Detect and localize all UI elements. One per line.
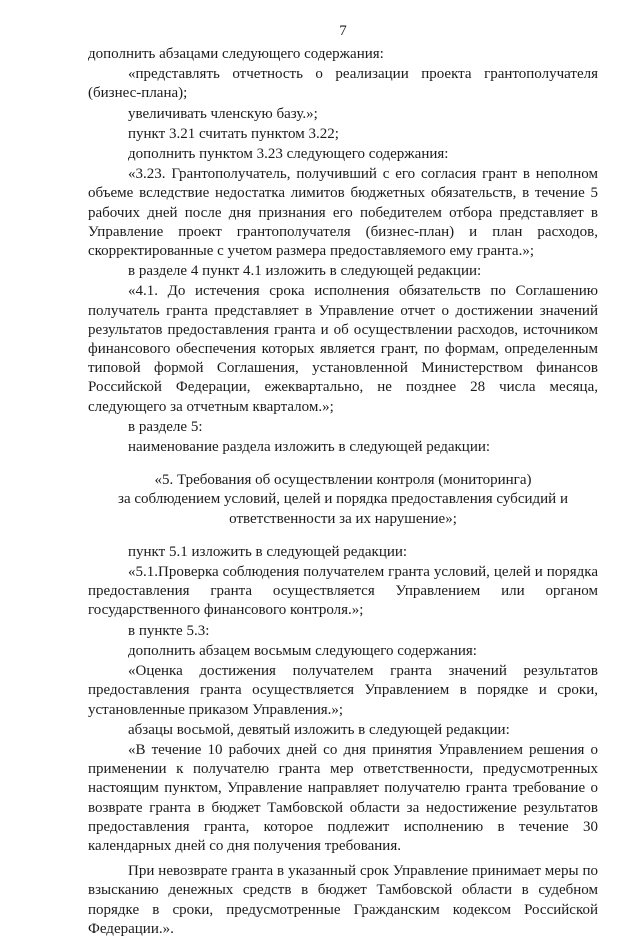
paragraph: дополнить абзацем восьмым следующего содержания:: [128, 642, 477, 659]
page-number: 7: [339, 23, 347, 39]
paragraph: увеличивать членскую базу.»;: [128, 105, 318, 122]
paragraph: пункт 5.1 изложить в следующей редакции:: [128, 543, 408, 560]
section-heading-line: «5. Требования об осуществлении контроля (мониторинга): [154, 472, 532, 489]
paragraph: абзацы восьмой, девятый изложить в следующей редакции:: [128, 721, 510, 738]
paragraph: «В течение 10 рабочих дней со дня принятия Управлением решения о применении к получателю гранта мер ответственности, предусмотренных настоящим пунктом, Управление направляет получателю гранта требование о возврате гранта в бюджет Тамбовской области за недостижение результатов предоставления гранта, которое подлежит исполнению в течение 30 календарных дней со дня получения требования.: [88, 741, 598, 854]
paragraph: «3.23. Грантополучатель, получивший с его согласия грант в неполном объеме вследствие недостатка лимитов бюджетных обязательств, в течение 5 рабочих дней после дня признания его победителем отбора представляет в Управление проект грантополучателя (бизнес-план) и план расходов, скорректированные с учетом размера предоставляемого ему гранта.»;: [88, 166, 598, 260]
paragraph: наименование раздела изложить в следующей редакции:: [128, 439, 491, 456]
section-heading-line: ответственности за их нарушение»;: [229, 510, 457, 527]
section-heading-line: за соблюдением условий, целей и порядка предоставления субсидий и: [118, 491, 568, 508]
paragraph: «4.1. До истечения срока исполнения обязательств по Соглашению получатель гранта представляет в Управление отчет о достижении значений результатов предоставления гранта и об осуществлении расходов, источником финансового обеспечения которых является грант, по формам, определенным типовой формой Соглашения, установленной Министерством финансов Российской Федерации, ежеквартально, не позднее 28 числа месяца, следующего за отчетным кварталом.»;: [88, 283, 598, 415]
paragraph: При невозврате гранта в указанный срок Управление принимает меры по взысканию денежных средств в бюджет Тамбовской области в судебном порядке в сроки, предусмотренные Гражданским кодексом Российской Федерации.».: [88, 863, 598, 937]
paragraph: «представлять отчетность о реализации проекта грантополучателя (бизнес-плана);: [88, 66, 598, 102]
paragraph: в разделе 5:: [128, 418, 203, 435]
paragraph: дополнить абзацами следующего содержания:: [88, 46, 384, 62]
paragraph: «5.1.Проверка соблюдения получателем гранта условий, целей и порядка предоставления гранта осуществляется Управлением или органом государственного финансового контроля.»;: [88, 564, 598, 619]
document-page: [88, 22, 598, 940]
section-heading: [88, 471, 598, 529]
paragraph: в разделе 4 пункт 4.1 изложить в следующей редакции:: [128, 263, 482, 280]
paragraph: «Оценка достижения получателем гранта значений результатов предоставления гранта осуществляется Управлением в порядке и сроки, установленные приказом Управления.»;: [88, 663, 598, 718]
paragraph: дополнить пунктом 3.23 следующего содержания:: [128, 146, 449, 163]
paragraph: пункт 3.21 считать пунктом 3.22;: [128, 125, 339, 142]
paragraph: в пункте 5.3:: [128, 622, 210, 639]
